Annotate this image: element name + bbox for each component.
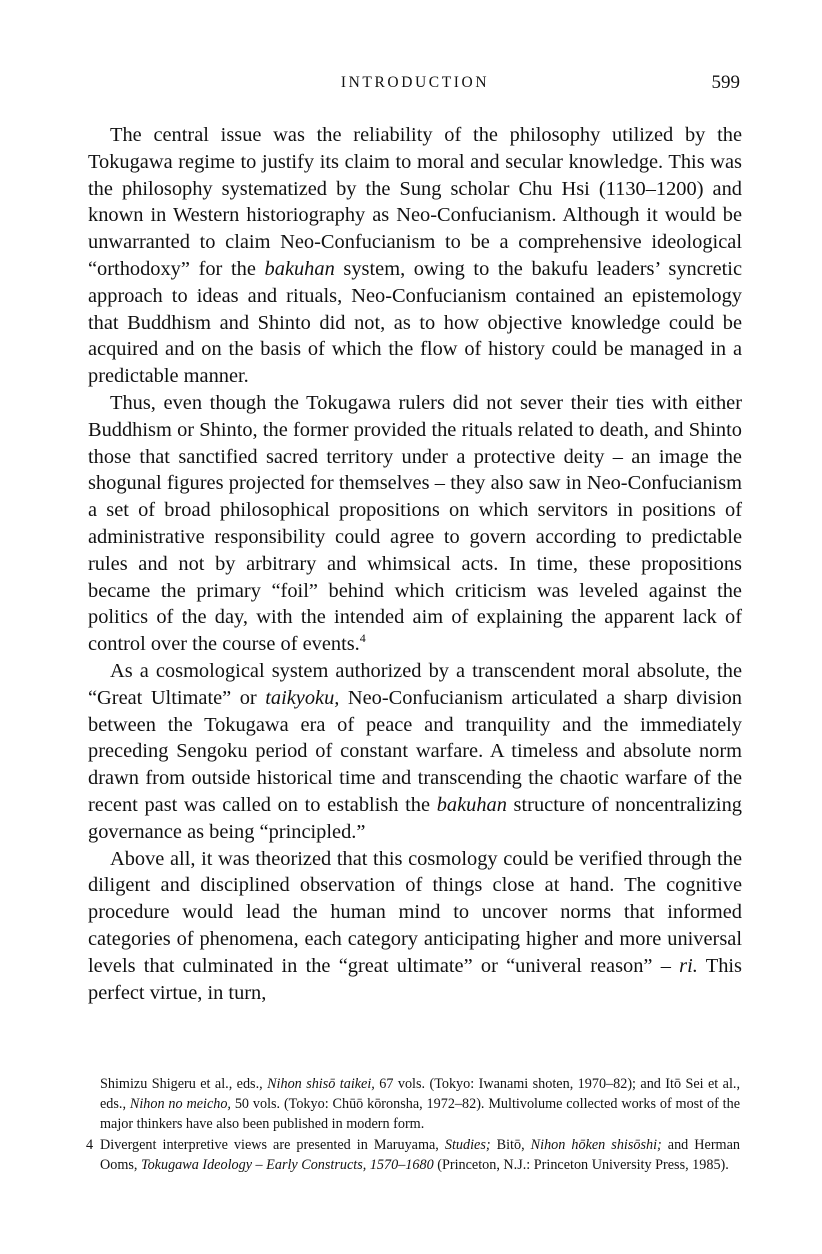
italic-term: bakuhan xyxy=(264,257,335,280)
text-run: Bitō, xyxy=(490,1136,531,1153)
text-run: and Herman Ooms, xyxy=(100,1136,740,1173)
text-run: (Princeton, N.J.: Princeton University Press, 1985). xyxy=(433,1156,729,1173)
footnotes xyxy=(88,1074,740,1175)
italic-title: Tokugawa Ideology – Early Constructs, 1570–1680 xyxy=(141,1156,434,1173)
text-run: 50 vols. (Tokyo: Chūō kōronsha, 1972–82). Multivolume collected works of most of the major thinkers have also been published in modern form. xyxy=(100,1096,740,1133)
italic-term: ri. xyxy=(679,954,698,977)
text-run: As a cosmological system authorized by a transcendent moral absolute, the “Great Ultimate” or xyxy=(88,659,742,709)
paragraph-3 xyxy=(88,658,742,846)
running-head: INTRODUCTION xyxy=(340,74,490,91)
italic-title: Nihon hōken shisōshi; xyxy=(530,1136,662,1153)
footnote-ref: 4 xyxy=(359,631,366,646)
text-run: Thus, even though the Tokugawa rulers did not sever their ties with either Buddhism or Shinto, the former provided the rituals related to death, and Shinto those that sanctified sacred territory under a protective deity – an image the shogunal figures projected for themselves – they also saw in Neo-Confucianism a set of broad philosophical propositions on which servitors in positions of administrative responsibility could agree to govern according to predictable rules and not by arbitrary and whimsical acts. In time, these propositions became the primary “foil” behind which criticism was leveled against the politics of the day, with the intended aim of explaining the apparent lack of control over the course of events. xyxy=(88,391,742,656)
page-number: 599 xyxy=(711,72,740,93)
footnote-continuation xyxy=(88,1074,740,1135)
text-run: system, owing to the bakufu leaders’ syncretic approach to ideas and rituals, Neo-Confucianism contained an epistemology that Buddhism and Shinto did not, as to how objective knowledge could be acquired and on the basis of which the flow of history could be managed in a predictable manner. xyxy=(88,257,743,388)
text-run: Shimizu Shigeru et al., eds., xyxy=(100,1076,268,1092)
italic-term: taikyoku, xyxy=(265,686,340,709)
paragraph-2 xyxy=(88,390,742,658)
footnote-4 xyxy=(88,1135,740,1175)
text-run: structure of noncentralizing governance as being “principled.” xyxy=(88,793,742,843)
text-run: Neo-Confucianism articulated a sharp division between the Tokugawa era of peace and tranquility and the immediately preceding Sengoku period of constant warfare. A timeless and absolute norm drawn from outside historical time and transcending the chaotic warfare of the recent past was called on to establish the xyxy=(88,686,743,816)
text-run: 67 vols. (Tokyo: Iwanami shoten, 1970–82); and Itō Sei et al., eds., xyxy=(100,1076,741,1113)
italic-term: bakuhan xyxy=(436,793,507,816)
text-run: Divergent interpretive views are presented in Maruyama, xyxy=(100,1136,445,1153)
paragraph-4 xyxy=(88,846,742,1007)
body-text xyxy=(88,122,742,1006)
text-run: The central issue was the reliability of the philosophy utilized by the Tokugawa regime to justify its claim to moral and secular knowledge. This was the philosophy systematized by the Sung scholar Chu Hsi (1130–1200) and known in Western historiography as Neo-Confucianism. Although it would be unwarranted to claim Neo-Confucianism to be a comprehensive ideological “orthodoxy” for the xyxy=(88,124,742,280)
text-run: This perfect virtue, in turn, xyxy=(88,954,742,1004)
text-run: Above all, it was theorized that this cosmology could be verified through the diligent and disciplined observation of things close at hand. The cognitive procedure would lead the human mind to uncover norms that informed categories of phenomena, each category anticipating higher and more universal levels that culminated in the “great ultimate” or “univeral reason” – xyxy=(88,847,742,977)
italic-title: Nihon no meicho, xyxy=(129,1096,231,1113)
page-header xyxy=(88,66,742,106)
italic-title: Nihon shisō taikei, xyxy=(267,1076,375,1092)
italic-title: Studies; xyxy=(444,1136,491,1153)
page xyxy=(88,66,742,1006)
paragraph-1 xyxy=(88,122,742,390)
footnote-number: 4 xyxy=(86,1136,94,1153)
